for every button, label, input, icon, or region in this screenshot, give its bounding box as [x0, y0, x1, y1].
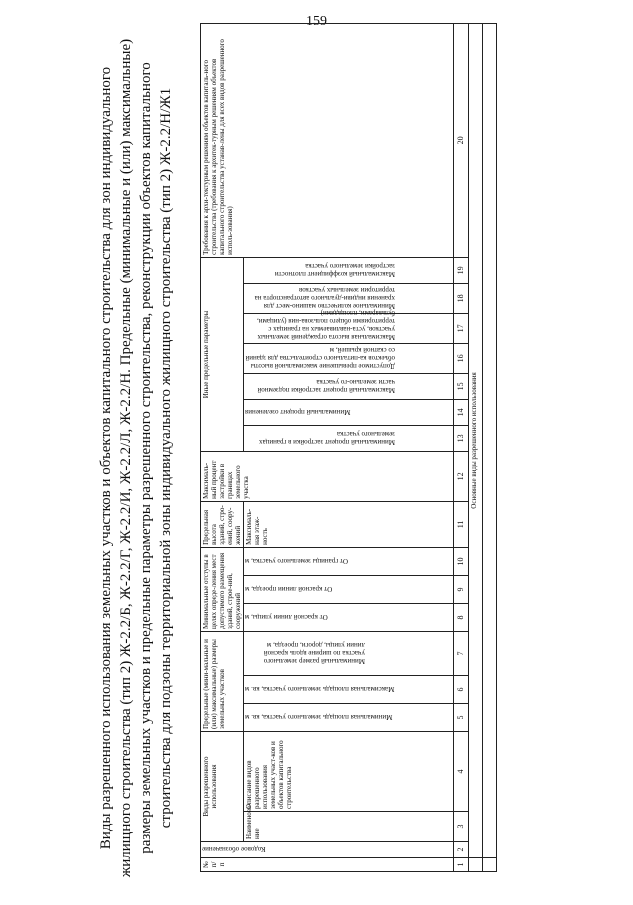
col-num: 17 — [454, 313, 469, 343]
header-other: Иные предельные параметры — [201, 257, 244, 451]
col-num: 2 — [454, 842, 469, 858]
col-num: 10 — [454, 547, 469, 575]
header-name: Наименова-ние — [244, 812, 454, 842]
header-code: Кодовое обозначение — [201, 842, 454, 858]
header-desc: Описание видов разрешенного использования земельных участ-ков и объектов капитального строительства — [244, 731, 454, 811]
header-min-width: Минимальный размер земельного участка по ширине вдоль красной линии улицы, дороги, проезда, м — [244, 631, 454, 675]
header-vri: Виды разрешенного использования — [201, 731, 244, 841]
header-no: № п/п — [201, 858, 454, 872]
header-c18: Максимальный коэффициент плотности застройки земельного участка — [244, 257, 454, 283]
col-num: 4 — [454, 731, 469, 811]
section-cell — [469, 858, 483, 872]
header-height: Предельная высота зданий, стро-ений, соору-жений — [201, 501, 244, 547]
col-num: 12 — [454, 451, 469, 501]
empty-row — [483, 23, 497, 871]
col-num: 14 — [454, 399, 469, 425]
column-numbers-row — [454, 23, 469, 871]
col-num: 15 — [454, 373, 469, 399]
header-plot-sizes: Предельные (мини-мальные и (или) максимальные) размеры земельных участков — [201, 631, 244, 731]
parameters-table — [200, 23, 497, 872]
col-num: 3 — [454, 812, 469, 842]
header-c16b: Максимальная высота ограждений земельных участков, уста-навливаемых на границах с территориями общего пользова-ния (улицами, бульварами, площадями) — [244, 313, 454, 343]
section-row — [469, 23, 483, 871]
page-number: 159 — [306, 14, 327, 29]
header-min-area: Минимальная площадь земельного участка, кв. м — [244, 703, 454, 731]
header-c13: Минимальный процент застройки в границах земельного участка — [244, 425, 454, 451]
rotated-page-content — [96, 38, 616, 878]
col-num: 19 — [454, 257, 469, 283]
col-num: 5 — [454, 703, 469, 731]
col-num: 16 — [454, 343, 469, 373]
empty-cell — [483, 23, 497, 857]
col-num: 18 — [454, 283, 469, 313]
header-from-border: От границы земельного участка, м — [244, 547, 454, 575]
col-num: 9 — [454, 575, 469, 603]
col-num: 20 — [454, 23, 469, 257]
header-from-street: От красной линии улицы, м — [244, 603, 454, 631]
document-title: Виды разрешенного использования земельных участков и объектов капитального строительства для зон индивидуального жилищного строительства (тип 2) Ж-2.2/Б, Ж-2.2/Г, Ж-2.2/И, Ж-2.2/Л, Ж-2.2/Н. Предельные (минимальные и (или) максимальные) размеры земельных участков и предельные параметры разрешенного строительства, реконструкции объектов капитального строительства для подзоны территориальной зоны индивидуального жилищного строительства (тип 2) Ж-2.2/Н/Ж1 — [98, 38, 174, 878]
header-max-height: Максималь-ная этаж-ность — [244, 501, 454, 547]
col-num: 11 — [454, 501, 469, 547]
section-title: Основные виды разрешенного использования — [469, 23, 483, 857]
empty-cell — [483, 858, 497, 872]
header-c17: Минимальное количество машино-мест для хранения индиви-дуального автотранспорта на территории земельных участков — [244, 283, 454, 313]
col-num: 7 — [454, 631, 469, 675]
header-c20: Требования к архи-тектурным решениям объектов капиталь-ного строительства (требования к архитек-турным решениям объектов капитального строительства устанав-лены для всех видов разрешенного исполь-зования) — [201, 23, 454, 257]
header-from-passage: От красной линии проезда, м — [244, 575, 454, 603]
header-c16: Допустимое превышение максимальной высоты объектов ка-питального строительства для зданий со скатной крышей, м — [244, 343, 454, 373]
header-c15: Максимальный процент застройки подземной части земельно-го участка — [244, 373, 454, 399]
col-num: 1 — [454, 858, 469, 872]
header-c14: Минимальный процент озеленения — [244, 399, 454, 425]
header-setbacks: Минимальные отступы в целях опреде-ления мест допустимого размещения зданий, строе-ний, сооружений — [201, 547, 244, 631]
header-coverage: Максималь-ный процент застройки в границах земельного участка — [201, 451, 454, 501]
col-num: 8 — [454, 603, 469, 631]
col-num: 13 — [454, 425, 469, 451]
header-max-area: Максимальная площадь земельного участка, кв. м — [244, 675, 454, 703]
col-num: 6 — [454, 675, 469, 703]
